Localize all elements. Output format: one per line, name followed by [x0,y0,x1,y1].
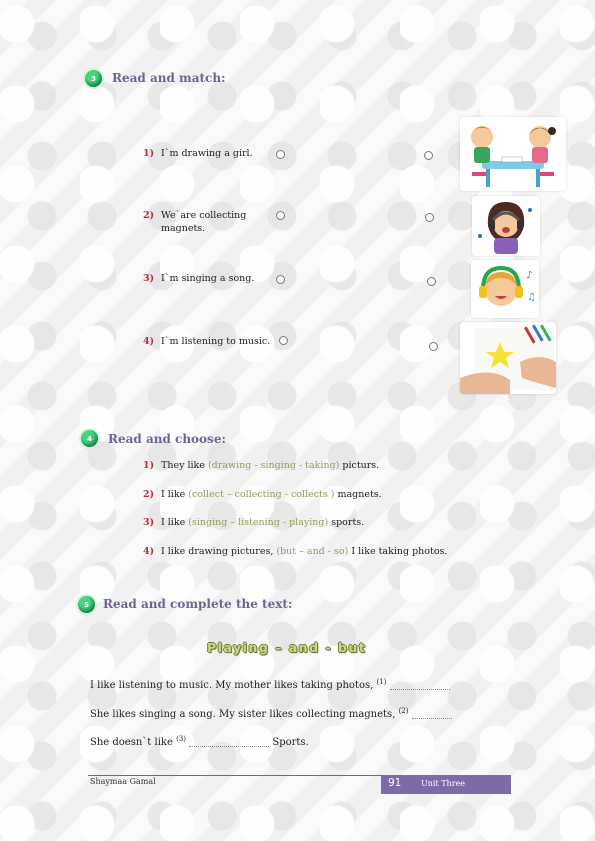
choose-number: 4) [143,546,155,557]
match-item-1 [143,147,253,160]
section-title-match: Read and match: [112,71,226,85]
choose-options[interactable]: (but – and - so) [276,546,349,557]
section-badge-3: 3 [85,70,102,87]
match-item-2 [143,209,246,235]
choose-item-3 [143,516,364,529]
match-item-4 [143,335,270,348]
match-dot-right-2[interactable] [425,213,434,222]
match-text-line2: magnets. [161,223,206,234]
match-number: 1) [143,148,155,159]
choose-text: I like [161,517,189,528]
choose-options[interactable]: (collect – collecting - collects ) [188,489,335,500]
choose-options[interactable]: (drawing - singing - taking) [207,460,340,471]
choose-text-end: magnets. [334,489,382,500]
match-item-3 [143,272,254,285]
boy-listening-headphones-image [471,260,539,318]
complete-text: She likes singing a song. My sister likes collecting magnets, [90,709,399,720]
match-text: We`are collecting [161,210,247,221]
choose-text-end: sports. [328,517,365,528]
blank-3[interactable] [189,738,269,747]
girl-singing-headphones-image [472,196,540,256]
choose-item-1 [143,459,379,472]
complete-text: She doesn`t like [90,737,177,748]
match-text: I`m drawing a girl. [161,148,253,159]
word-bank: Playing – and - but [207,640,367,655]
blank-2[interactable] [412,710,452,719]
complete-sentence-2 [90,707,452,720]
match-number: 3) [143,273,155,284]
choose-item-2 [143,488,382,501]
complete-sentence-3 [90,735,309,748]
svg-text:♪: ♪ [526,270,533,281]
footer-divider [88,775,398,776]
choose-number: 2) [143,489,155,500]
section-badge-5: 5 [78,596,95,613]
match-number: 4) [143,336,155,347]
match-dot-left-1[interactable] [276,150,285,159]
choose-number: 1) [143,460,155,471]
complete-text: I like listening to music. My mother likes taking photos, [90,680,377,691]
match-text: I`m listening to music. [161,336,271,347]
hands-drawing-image [460,322,556,394]
match-dot-right-3[interactable] [427,277,436,286]
match-dot-left-4[interactable] [279,336,288,345]
choose-text: They like [161,460,208,471]
match-text: I`m singing a song. [161,273,255,284]
match-dot-left-2[interactable] [276,211,285,220]
complete-sentence-1 [90,678,450,691]
blank-number: (3) [176,735,186,743]
page-number: 91 [388,777,402,789]
match-dot-right-4[interactable] [429,342,438,351]
blank-number: (1) [376,678,387,686]
complete-text-end: Sports. [272,737,309,748]
choose-text-end: picturs. [339,460,380,471]
match-dot-left-3[interactable] [276,275,285,284]
blank-number: (2) [398,707,409,715]
section-title-choose: Read and choose: [108,432,226,446]
choose-text: I like drawing pictures, [161,546,277,557]
section-title-complete: Read and complete the text: [103,597,293,611]
choose-options[interactable]: (singing – listening - playing) [188,517,329,528]
choose-text-end: I like taking photos. [348,546,448,557]
match-number: 2) [143,210,155,221]
choose-number: 3) [143,517,155,528]
unit-label: Unit Three [421,779,465,788]
match-dot-right-1[interactable] [424,151,433,160]
svg-text:♫: ♫ [527,292,536,303]
section-badge-4: 4 [81,430,98,447]
footer-author: Shaymaa Gamal [90,777,156,786]
choose-text: I like [161,489,189,500]
kids-drawing-image [460,117,566,191]
choose-item-4 [143,545,447,558]
blank-1[interactable] [390,681,450,690]
